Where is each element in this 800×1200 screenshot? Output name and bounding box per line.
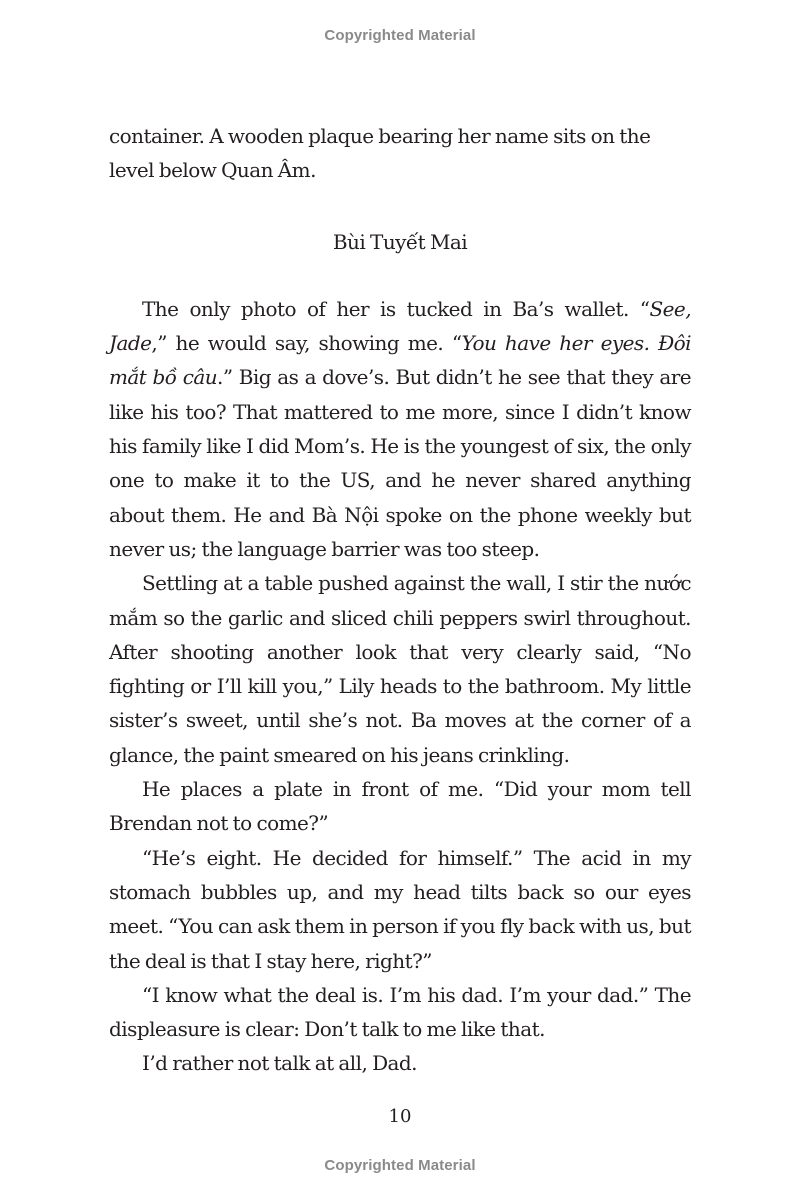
paragraph-rather-not: I’d rather not talk at all, Dad. bbox=[142, 1051, 417, 1076]
paragraph-deal: “I know what the deal is. I’m his dad. I’m your dad.” The displeasure is clear: Don’t talk to me like that. bbox=[109, 982, 691, 1042]
paragraph-continuation: container. A wooden plaque bearing her name sits on the level below Quan Âm. bbox=[109, 124, 651, 183]
page-body bbox=[109, 119, 691, 1081]
section-heading-name: Bùi Tuyết Mai bbox=[332, 229, 468, 254]
paragraph-settling: Settling at a table pushed against the wall, I stir the nước mắm so the garlic and sliced chili peppers swirl throughout. After shooting another look that very clearly said, “No fighting or I’ll kill you,” Lily heads to the bathroom. My little sister’s sweet, until she’s not. Ba moves at the corner of a glance, the paint smeared on his jeans crinkling. bbox=[109, 571, 691, 767]
p2-italic-see-jade: See, Jade bbox=[109, 296, 691, 356]
p2-text-a: The only photo of her is tucked in Ba’s wallet. “ bbox=[142, 296, 650, 321]
paragraph-eight: “He’s eight. He decided for himself.” The acid in my stomach bubbles up, and my head tilts back so our eyes meet. “You can ask them in person if you fly back with us, but the deal is that I stay here, right?” bbox=[109, 845, 691, 973]
copyright-watermark-bottom: Copyrighted Material bbox=[324, 1157, 476, 1174]
p2-italic-her-eyes: You have her eyes. Đôi mắt bồ câu bbox=[109, 331, 691, 390]
copyright-watermark-top: Copyrighted Material bbox=[324, 27, 476, 44]
page-number: 10 bbox=[388, 1106, 412, 1127]
p2-text-c: ,” he would say, showing me. “ bbox=[151, 331, 462, 356]
paragraph-plate: He places a plate in front of me. “Did your mom tell Brendan not to come?” bbox=[109, 777, 691, 836]
p2-text-e: .” Big as a dove’s. But didn’t he see that they are like his too? That mattered to me more, since I didn’t know his family like I did Mom’s. He is the youngest of six, the only one to make it to the US, and he never shared anything about them. He and Bà Nội spoke on the phone weekly but never us; the language barrier was too steep. bbox=[109, 365, 691, 561]
paragraph-photo bbox=[109, 292, 691, 566]
